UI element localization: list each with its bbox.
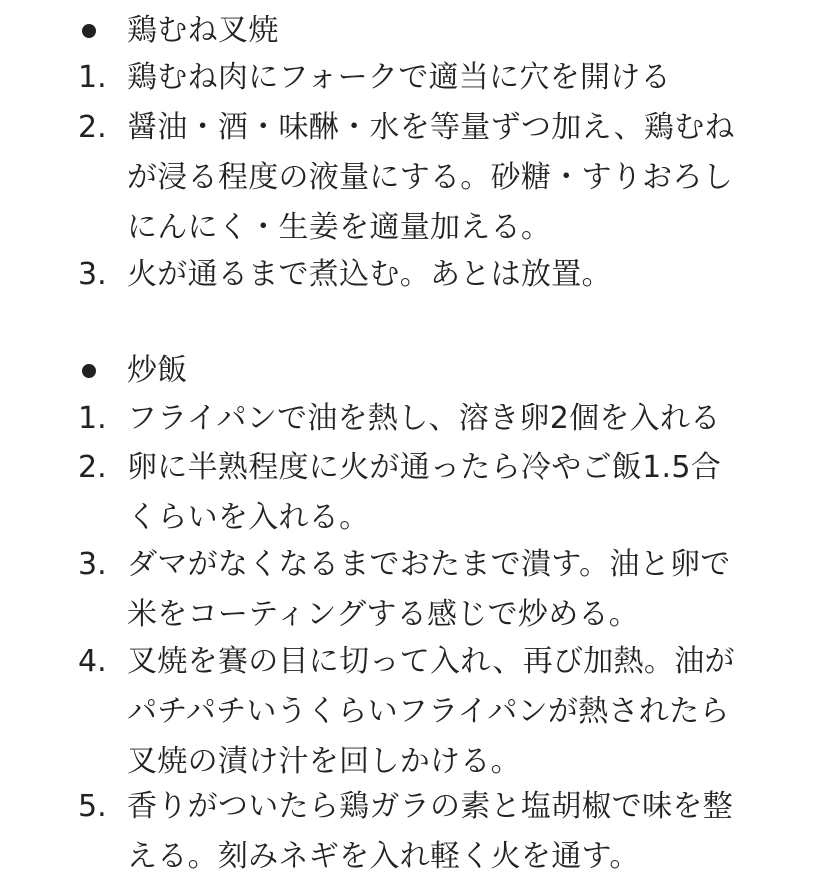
step-number: 1.: [78, 60, 107, 95]
step-number: 3.: [78, 257, 107, 292]
step-text: 香りがついたら鶏ガラの素と塩胡椒で味を整 える。刻みネギを入れ軽く火を通す。: [127, 789, 733, 874]
section-heading: 鶏むね叉焼: [127, 13, 279, 48]
step-text: 醤油・酒・味醂・水を等量ずつ加え、鶏むね が浸る程度の液量にする。砂糖・すりおろし にんにく・生姜を適量加える。: [127, 110, 735, 245]
step-text: ダマがなくなるまでおたまで潰す。油と卵で 米をコーティングする感じで炒める。: [127, 547, 731, 632]
step-number: 1.: [78, 401, 107, 436]
step-number: 3.: [78, 547, 107, 582]
step-text: フライパンで油を熱し、溶き卵2個を入れる: [127, 401, 721, 436]
bullet-icon: [82, 24, 96, 38]
bullet-icon: [82, 364, 96, 378]
step-text: 叉焼を賽の目に切って入れ、再び加熱。油が パチパチいうくらいフライパンが熱されたら 叉焼の漬け汁を回しかける。: [127, 644, 735, 779]
section-heading: 炒飯: [127, 353, 188, 388]
step-number: 4.: [78, 644, 107, 679]
step-number: 5.: [78, 789, 107, 824]
step-text: 鶏むね肉にフォークで適当に穴を開ける: [127, 60, 671, 95]
step-text: 卵に半熟程度に火が通ったら冷やご飯1.5合 くらいを入れる。: [127, 450, 722, 535]
step-number: 2.: [78, 110, 107, 145]
step-text: 火が通るまで煮込む。あとは放置。: [127, 257, 612, 292]
step-number: 2.: [78, 450, 107, 485]
